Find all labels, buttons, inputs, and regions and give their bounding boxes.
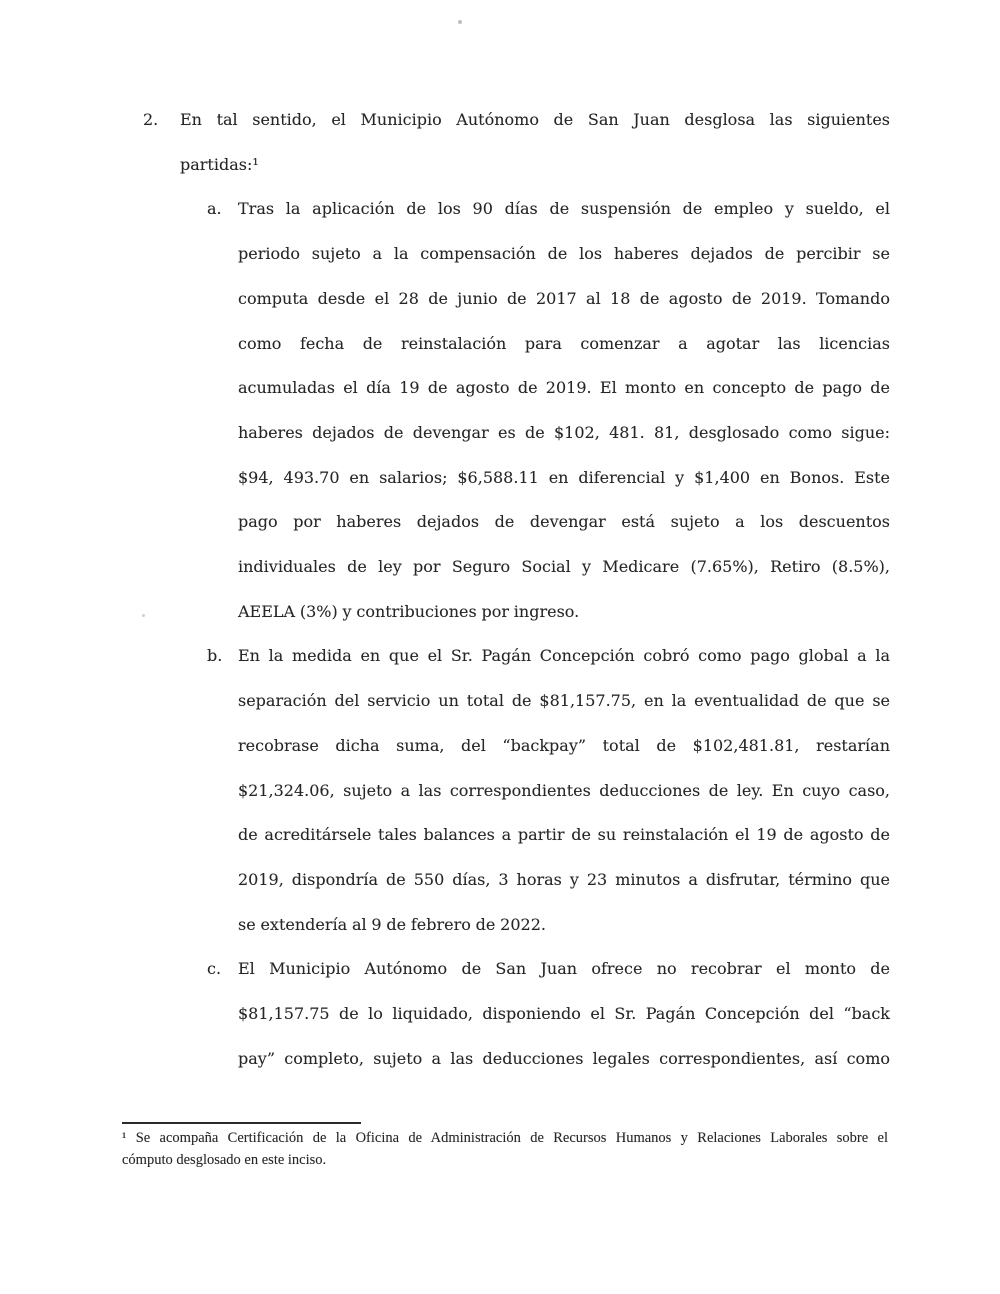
text-line: se extendería al 9 de febrero de 2022. [238,914,546,934]
text-line: pay” completo, sujeto a las deducciones legales correspondientes, así como [238,1048,890,1068]
list-letter-b: b. [207,646,223,666]
text-line: recobrase dicha suma, del “backpay” total de $102,481.81, restarían [238,735,890,755]
text-line: pago por haberes dejados de devengar está sujeto a los descuentos [238,512,890,532]
item-2-text [180,98,890,187]
subitem-b-text [238,634,890,947]
text-line: individuales de ley por Seguro Social y Medicare (7.65%), Retiro (8.5%), [238,557,890,577]
paragraph-subitem-c [207,947,890,1081]
paragraph-subitem-b [207,634,890,947]
document-body [0,98,1000,1081]
text-line: computa desde el 28 de junio de 2017 al 18 de agosto de 2019. Tomando [238,288,890,308]
text-line: En tal sentido, el Municipio Autónomo de San Juan desglosa las siguientes [180,110,890,129]
scan-artifact-dot [458,20,462,24]
text-line: 2019, dispondría de 550 días, 3 horas y 23 minutos a disfrutar, término que [238,869,890,889]
text-line: partidas:¹ [180,154,259,174]
text-line: En la medida en que el Sr. Pagán Concepción cobró como pago global a la [238,646,890,666]
footnote-divider [122,1122,361,1124]
text-line: de acreditársele tales balances a partir de su reinstalación el 19 de agosto de [238,825,890,845]
text-line: como fecha de reinstalación para comenzar a agotar las licencias [238,333,890,353]
text-line: acumuladas el día 19 de agosto de 2019. El monto en concepto de pago de [238,378,890,398]
subitem-a-text [238,187,890,634]
footnote-text [122,1128,888,1171]
text-line: AEELA (3%) y contribuciones por ingreso. [238,601,580,621]
footnote [122,1128,888,1171]
text-line: $21,324.06, sujeto a las correspondientes deducciones de ley. En cuyo caso, [238,780,890,800]
list-letter-c: c. [207,959,222,979]
paragraph-subitem-a [207,187,890,634]
text-line: $94, 493.70 en salarios; $6,588.11 en diferencial y $1,400 en Bonos. Este [238,467,890,487]
text-line: $81,157.75 de lo liquidado, disponiendo el Sr. Pagán Concepción del “back [238,1004,890,1024]
list-letter-a: a. [207,199,222,219]
text-line: El Municipio Autónomo de San Juan ofrece no recobrar el monto de [238,959,890,979]
text-line: cómputo desglosado en este inciso. [122,1151,327,1168]
text-line: separación del servicio un total de $81,157.75, en la eventualidad de que se [238,691,890,711]
text-line: ¹ Se acompaña Certificación de la Oficina de Administración de Recursos Humanos y Relaciones Laborales sobre el [122,1130,888,1146]
subitem-c-text [238,947,890,1081]
text-line: Tras la aplicación de los 90 días de suspensión de empleo y sueldo, el [238,199,890,219]
list-number: 2. [143,110,159,129]
text-line: haberes dejados de devengar es de $102, 481. 81, desglosado como sigue: [238,422,890,442]
paragraph-item-2 [143,98,890,187]
text-line: periodo sujeto a la compensación de los haberes dejados de percibir se [238,244,890,264]
